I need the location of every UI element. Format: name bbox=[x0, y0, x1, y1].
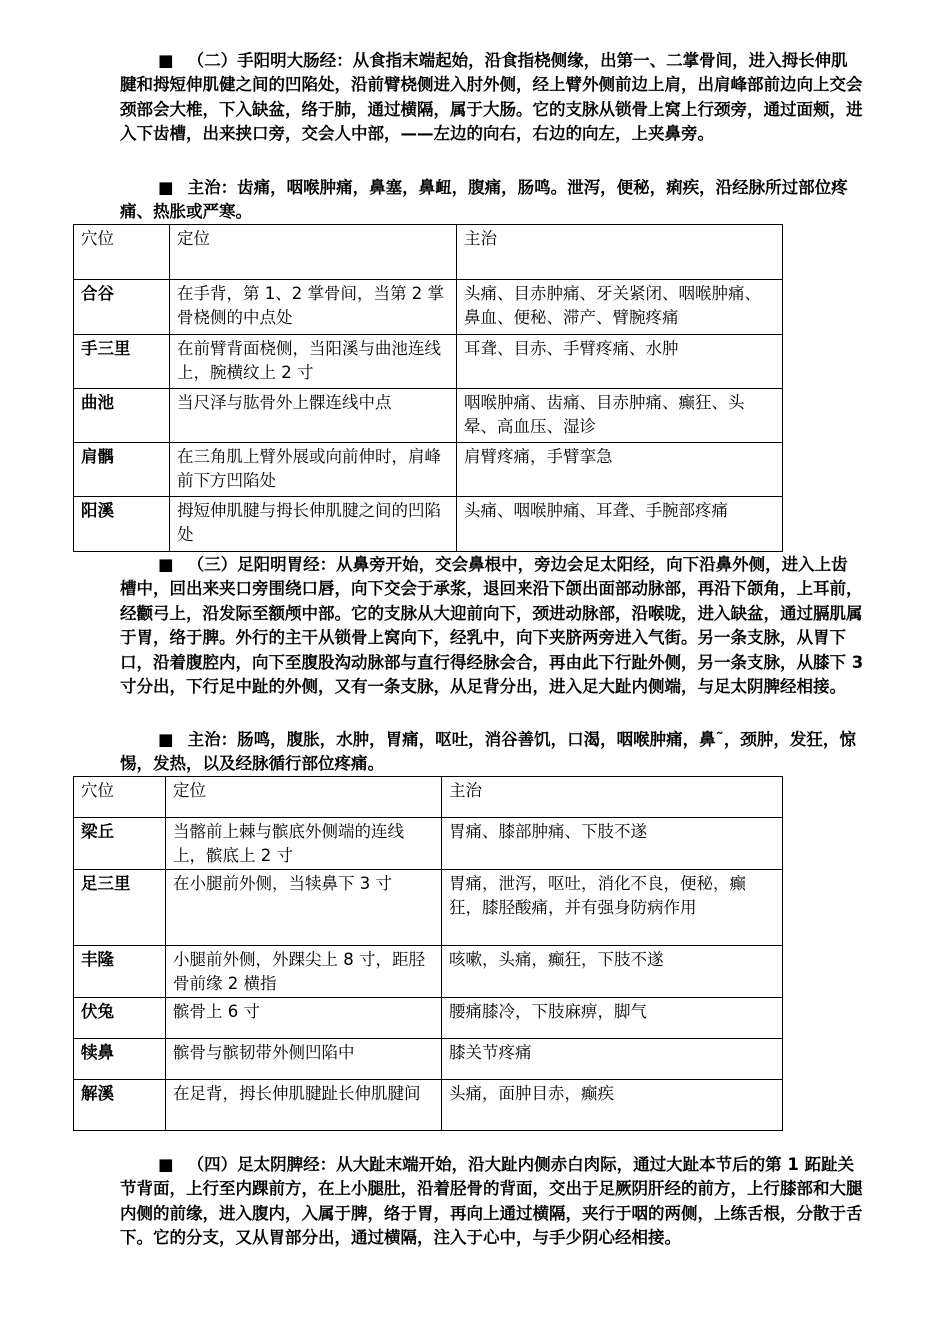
intro-text: （四）足太阴脾经：从大趾末端开始，沿大趾内侧赤白肉际，通过大趾本节后的第 1 跖趾关节背面，上行至内踝前方，在上小腿肚，沿着胫骨的背面，交出于足厥阴肝经的前方，上行膝部和大腿内侧的前缘，进入腹内，入属于脾，络于胃，再向上通过横隔，夹行于咽的两侧，上练舌根，分散于舌下。它的分支，又从胃部分出，通过横隔，注入于心中，与手少阴心经相接。 bbox=[120, 1155, 863, 1248]
point-location: 当髂前上棘与髌底外侧端的连线上，髌底上 2 寸 bbox=[166, 818, 442, 870]
point-indications: 肩臂疼痛，手臂挛急 bbox=[457, 443, 783, 497]
point-indications: 咽喉肿痛、齿痛、目赤肿痛、癫狂、头晕、高血压、湿诊 bbox=[457, 389, 783, 443]
table-header-row bbox=[74, 225, 783, 280]
bullet-icon: ■ bbox=[158, 1155, 174, 1174]
point-name: 合谷 bbox=[74, 280, 170, 335]
point-location: 拇短伸肌腱与拇长伸肌腱之间的凹陷处 bbox=[170, 497, 457, 552]
point-name: 伏兔 bbox=[74, 998, 166, 1039]
point-location: 在前臂背面桡侧，当阳溪与曲池连线上，腕横纹上 2 寸 bbox=[170, 335, 457, 389]
table-row bbox=[74, 1039, 783, 1080]
point-indications: 头痛、目赤肿痛、牙关紧闭、咽喉肿痛、鼻血、便秘、滞产、臂腕疼痛 bbox=[457, 280, 783, 335]
bullet-icon: ■ bbox=[158, 51, 174, 70]
point-name: 足三里 bbox=[74, 870, 166, 946]
point-name: 丰隆 bbox=[74, 946, 166, 998]
point-location: 小腿前外侧，外踝尖上 8 寸，距胫骨前缘 2 横指 bbox=[166, 946, 442, 998]
bullet-icon: ■ bbox=[158, 730, 174, 749]
point-name: 解溪 bbox=[74, 1080, 166, 1131]
large-intestine-acupoint-table bbox=[73, 224, 783, 552]
table-row bbox=[74, 946, 783, 998]
table-row bbox=[74, 497, 783, 552]
intro-text: （三）足阳明胃经：从鼻旁开始，交会鼻根中，旁边会足太阳经，向下沿鼻外侧，进入上齿槽中，回出来夹口旁围绕口唇，向下交会于承浆，退回来沿下颌出面部动脉部，再沿下颌角，上耳前，经颧弓上，沿发际至额颅中部。它的支脉从大迎前向下，颈进动脉部，沿喉咙，进入缺盆，通过膈肌属于胃，络于脾。外行的主干从锁骨上窝向下，经乳中，向下夹脐两旁进入气街。另一条支脉，从胃下口，沿着腹腔内，向下至腹股沟动脉部与直行得经脉会合，再由此下行趾外侧，另一条支脉，从膝下 3 寸分出，下行足中趾的外侧，又有一条支脉，从足背分出，进入足大趾内侧端，与足太阴脾经相接。 bbox=[120, 555, 864, 697]
point-location: 在小腿前外侧，当犊鼻下 3 寸 bbox=[166, 870, 442, 946]
table-row bbox=[74, 1080, 783, 1131]
bullet-icon: ■ bbox=[158, 178, 174, 197]
point-indications: 膝关节疼痛 bbox=[442, 1039, 783, 1080]
header-indications: 主治 bbox=[457, 225, 783, 280]
point-location: 当尺泽与肱骨外上髁连线中点 bbox=[170, 389, 457, 443]
table-row bbox=[74, 443, 783, 497]
point-indications: 咳嗽，头痛，癫狂，下肢不遂 bbox=[442, 946, 783, 998]
point-location: 在三角肌上臂外展或向前伸时，肩峰前下方凹陷处 bbox=[170, 443, 457, 497]
header-location: 定位 bbox=[170, 225, 457, 280]
indications-text: 主治：齿痛，咽喉肿痛，鼻塞，鼻衄，腹痛，肠鸣。泄泻，便秘，痢疾，沿经脉所过部位疼痛、热胀或严寒。 bbox=[120, 178, 848, 222]
point-indications: 头痛、咽喉肿痛、耳聋、手腕部疼痛 bbox=[457, 497, 783, 552]
indications-text: 主治：肠鸣，腹胀，水肿，胃痛，呕吐，消谷善饥，口渴，咽喉肿痛，鼻˜，颈肿，发狂，惊惕，发热，以及经脉循行部位疼痛。 bbox=[120, 730, 856, 774]
point-location: 在足背，拇长伸肌腱趾长伸肌腱间 bbox=[166, 1080, 442, 1131]
intro-text: （二）手阳明大肠经：从食指末端起始，沿食指桡侧缘，出第一、二掌骨间，进入拇长伸肌腱和拇短伸肌健之间的凹陷处，沿前臂桡侧进入肘外侧，经上臂外侧前边上肩，出肩峰部前边向上交会颈部会大椎，下入缺盆，络于肺，通过横隔，属于大肠。它的支脉从锁骨上窝上行颈旁，通过面颊，进入下齿槽，出来挟口旁，交会人中部，——左边的向右，右边的向左，上夹鼻旁。 bbox=[120, 51, 863, 144]
point-location: 在手背，第 1、2 掌骨间，当第 2 掌骨桡侧的中点处 bbox=[170, 280, 457, 335]
point-name: 犊鼻 bbox=[74, 1039, 166, 1080]
header-location: 定位 bbox=[166, 777, 442, 818]
point-name: 曲池 bbox=[74, 389, 170, 443]
point-name: 肩髃 bbox=[74, 443, 170, 497]
table-row bbox=[74, 335, 783, 389]
table-header-row bbox=[74, 777, 783, 818]
point-indications: 腰痛膝冷，下肢麻痹，脚气 bbox=[442, 998, 783, 1039]
spleen-intro bbox=[120, 1153, 864, 1251]
point-indications: 头痛，面肿目赤，癫疾 bbox=[442, 1080, 783, 1131]
point-name: 梁丘 bbox=[74, 818, 166, 870]
table-row bbox=[74, 870, 783, 946]
point-name: 手三里 bbox=[74, 335, 170, 389]
bullet-icon: ■ bbox=[158, 555, 174, 574]
large-intestine-indications bbox=[120, 176, 864, 225]
table-row bbox=[74, 389, 783, 443]
table-row bbox=[74, 280, 783, 335]
stomach-indications bbox=[120, 728, 864, 777]
point-indications: 耳聋、目赤、手臂疼痛、水肿 bbox=[457, 335, 783, 389]
point-indications: 胃痛，泄泻，呕吐，消化不良，便秘，癫狂，膝胫酸痛，并有强身防病作用 bbox=[442, 870, 783, 946]
point-location: 髌骨与髌韧带外侧凹陷中 bbox=[166, 1039, 442, 1080]
point-location: 髌骨上 6 寸 bbox=[166, 998, 442, 1039]
header-point: 穴位 bbox=[74, 225, 170, 280]
stomach-acupoint-table bbox=[73, 776, 783, 1131]
stomach-intro bbox=[120, 553, 864, 699]
point-name: 阳溪 bbox=[74, 497, 170, 552]
header-indications: 主治 bbox=[442, 777, 783, 818]
header-point: 穴位 bbox=[74, 777, 166, 818]
point-indications: 胃痛、膝部肿痛、下肢不遂 bbox=[442, 818, 783, 870]
table-row bbox=[74, 818, 783, 870]
large-intestine-intro bbox=[120, 49, 864, 147]
table-row bbox=[74, 998, 783, 1039]
